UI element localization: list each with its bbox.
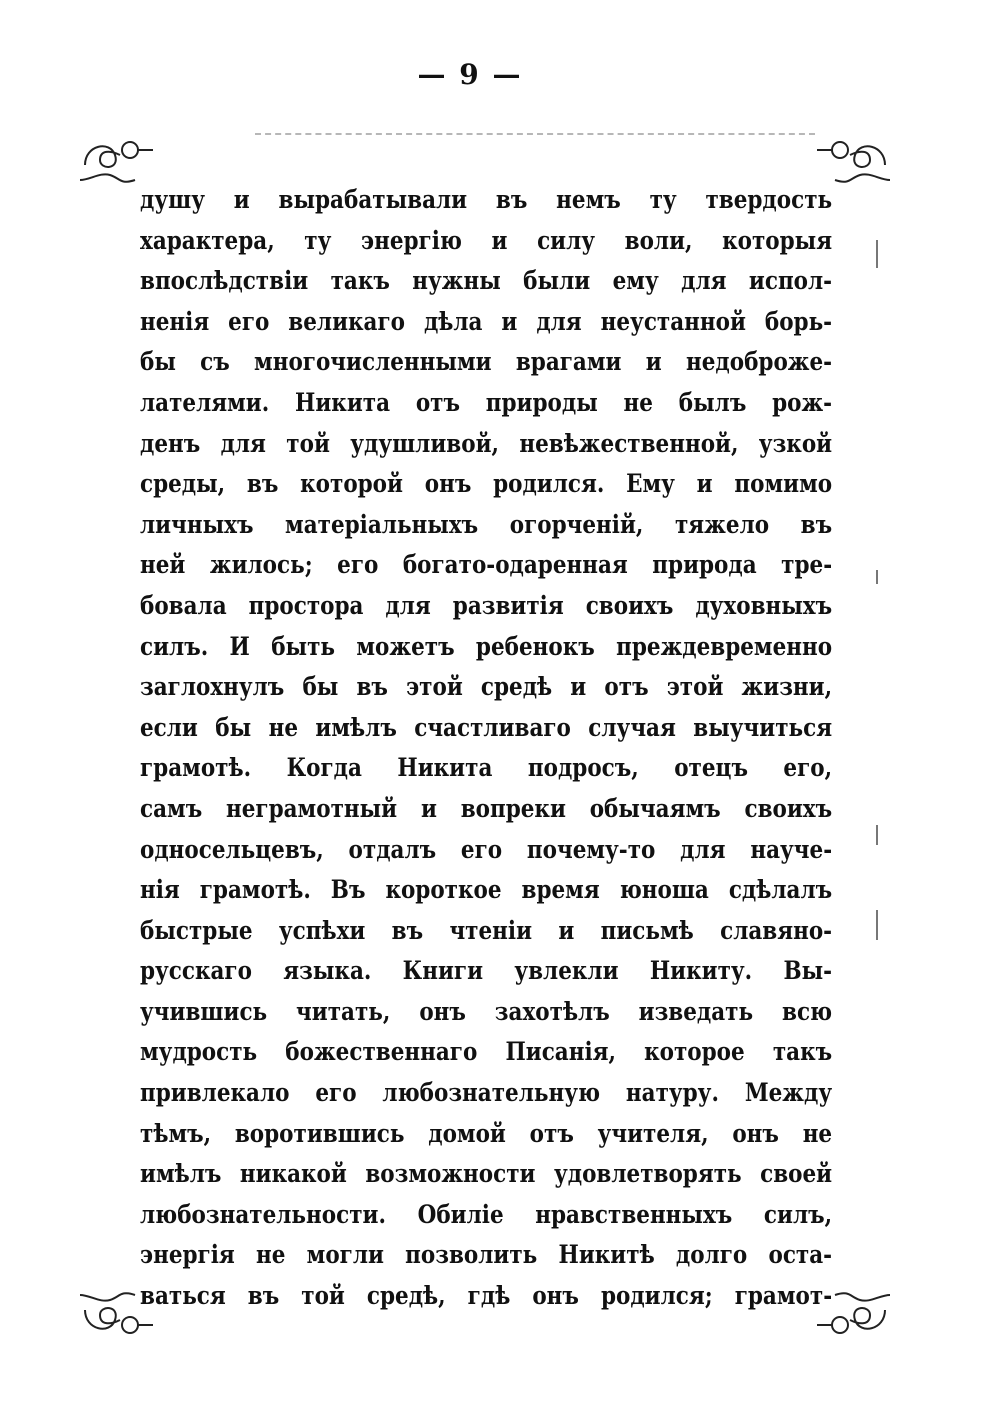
margin-mark	[876, 825, 878, 845]
page-number: — 9 —	[417, 58, 523, 91]
text-line: личныхъ матеріальныхъ огорченій, тяжело въ	[140, 509, 833, 539]
text-line: тѣмъ, воротившись домой отъ учителя, онъ не	[140, 1118, 833, 1148]
text-line: имѣлъ никакой возможности удовлетворять своей	[140, 1159, 833, 1189]
text-line: учившись читать, онъ захотѣлъ изведать всю	[140, 996, 833, 1026]
text-line: силъ. И быть можетъ ребенокъ преждевременно	[140, 631, 833, 661]
margin-mark	[876, 910, 878, 940]
text-line: энергія не могли позволить Никитѣ долго оста-	[140, 1240, 833, 1270]
text-line: денъ для той удушливой, невѣжественной, узкой	[140, 428, 833, 458]
text-line: бы съ многочисленными врагами и недоброже-	[140, 347, 833, 377]
text-line: самъ неграмотный и вопреки обычаямъ своихъ	[140, 793, 833, 823]
header-rule	[255, 133, 815, 135]
text-line: ней жилось; его богато-одаренная природа тре-	[140, 550, 833, 580]
text-line: любознательности. Обиліе нравственныхъ силъ,	[140, 1199, 833, 1229]
margin-mark	[876, 240, 878, 268]
text-line: душу и вырабатывали въ немъ ту твердость	[140, 185, 833, 214]
text-line: лателями. Никита отъ природы не былъ рож-	[140, 387, 833, 417]
text-line: бовала простора для развитія своихъ духовныхъ	[140, 590, 833, 620]
margin-mark	[876, 570, 878, 584]
text-line: быстрые успѣхи въ чтеніи и письмѣ славяно-	[140, 915, 833, 945]
text-line: мудрость божественнаго Писанія, которое такъ	[140, 1037, 833, 1067]
text-line: впослѣдствіи такъ нужны были ему для испол-	[140, 266, 833, 296]
text-line: русскаго языка. Книги увлекли Никиту. Вы-	[140, 956, 833, 986]
text-line: привлекало его любознательную натуру. Между	[140, 1078, 833, 1108]
text-line: односельцевъ, отдалъ его почему-то для науче-	[140, 834, 833, 864]
text-line: нія грамотѣ. Въ короткое время юноша сдѣлалъ	[140, 875, 833, 905]
text-line: характера, ту энергію и силу воли, которыя	[140, 225, 833, 255]
text-line: если бы не имѣлъ счастливаго случая выучиться	[140, 712, 833, 742]
text-line: заглохнулъ бы въ этой средѣ и отъ этой жизни,	[140, 672, 833, 702]
text-line: среды, въ которой онъ родился. Ему и помимо	[140, 469, 833, 499]
page-text	[140, 180, 832, 1317]
text-line: ненія его великаго дѣла и для неустанной борь-	[140, 306, 833, 336]
text-line: грамотѣ. Когда Никита подросъ, отецъ его,	[140, 753, 833, 783]
text-line: ваться въ той средѣ, гдѣ онъ родился; грамот-	[140, 1281, 833, 1311]
